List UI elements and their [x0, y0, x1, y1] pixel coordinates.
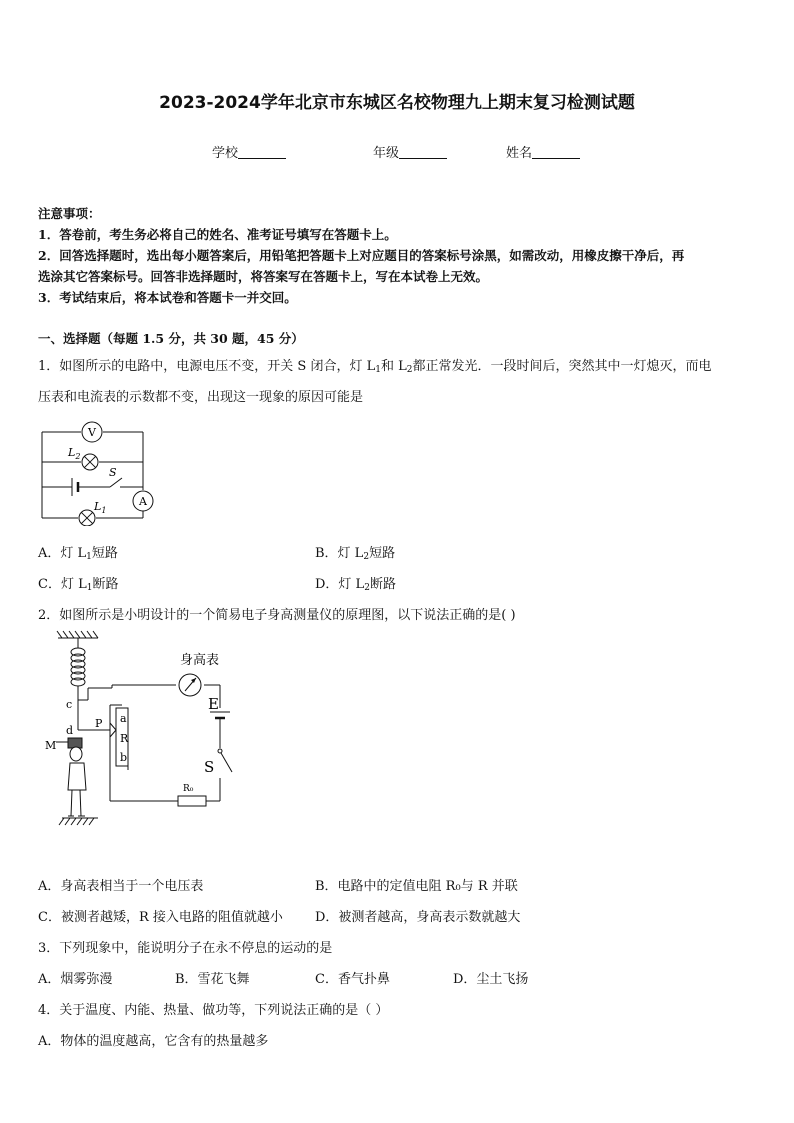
- notice-heading: 注意事项：: [38, 206, 101, 221]
- q2-option-a[interactable]: A．身高表相当于一个电压表: [38, 879, 204, 894]
- q1-sub: 1: [375, 365, 381, 375]
- height-meter-icon: [179, 674, 201, 696]
- q3-option-d[interactable]: D．尘土飞扬: [453, 972, 529, 987]
- question-2-stem: 2．如图所示是小明设计的一个简易电子身高测量仪的原理图，以下说法正确的是( ): [38, 608, 516, 623]
- label-b: b: [120, 751, 128, 764]
- q1-option-b[interactable]: B．灯 $L_2$短路: [315, 546, 396, 562]
- notice-item: 3．考试结束后，将本试卷和答题卡一并交回。: [38, 290, 297, 305]
- q1-stem-part: 和 L: [380, 359, 407, 374]
- school-field[interactable]: [212, 142, 286, 161]
- question-3-stem: 3．下列现象中，能说明分子在永不停息的运动的是: [38, 941, 333, 956]
- label-c: c: [66, 698, 73, 711]
- notice-item: 1．答卷前，考生务必将自己的姓名、准考证号填写在答题卡上。: [38, 227, 397, 242]
- school-label: 学校: [212, 146, 239, 161]
- grade-label: 年级: [373, 146, 400, 161]
- q4-option-a[interactable]: A．物体的温度越高，它含有的热量越多: [38, 1034, 269, 1049]
- label-p: P: [95, 717, 103, 730]
- q1-stem-part: 都正常发光．一段时间后，突然其中一灯熄灭，而电: [412, 359, 712, 374]
- notice-item: 2．回答选择题时，选出每小题答案后，用铅笔把答题卡上对应题目的答案标号涂黑，如需改动，用橡皮擦干净后，再: [38, 248, 685, 263]
- label-m: M: [45, 739, 57, 752]
- ammeter-icon: [133, 491, 153, 511]
- q1-stem-part: 1．如图所示的电路中，电源电压不变，开关 S 闭合，灯 L: [38, 359, 376, 374]
- ammeter-label: A: [139, 495, 147, 508]
- q1-option-d[interactable]: D．灯 $L_2$断路: [315, 577, 396, 593]
- spring-icon: [71, 638, 85, 730]
- voltmeter-icon: [82, 422, 102, 442]
- q1-option-c[interactable]: C．灯 $L_1$断路: [38, 577, 119, 593]
- page-title: 2023-2024学年北京市东城区名校物理九上期末复习检测试题: [159, 93, 635, 113]
- question-4-stem: 4．关于温度、内能、热量、做功等，下列说法正确的是（ ）: [38, 1003, 389, 1018]
- q2-height-meter-figure: [40, 630, 250, 830]
- section-heading: 一、选择题（每题 1.5 分，共 30 题，45 分）: [38, 331, 304, 346]
- meter-label: 身高表: [180, 653, 220, 668]
- name-blank[interactable]: [532, 146, 580, 159]
- q1-sub: 2: [406, 365, 413, 375]
- q3-option-c[interactable]: C．香气扑鼻: [315, 972, 390, 987]
- label-d: d: [66, 724, 74, 737]
- label-r: R: [120, 732, 129, 745]
- name-field[interactable]: [506, 142, 580, 161]
- resistor-r0-icon: [178, 796, 206, 806]
- lamp-l2-icon: [82, 454, 98, 470]
- switch-label: S: [109, 466, 117, 479]
- name-label: 姓名: [506, 146, 533, 161]
- q1-option-a[interactable]: A．灯 $L_1$短路: [38, 546, 118, 562]
- q2-option-b[interactable]: B．电路中的定值电阻 R₀与 R 并联: [315, 879, 518, 894]
- q2-option-d[interactable]: D．被测者越高，身高表示数就越大: [315, 910, 521, 925]
- person-icon: [68, 738, 86, 816]
- question-1-stem-line2: 压表和电流表的示数都不变，出现这一现象的原因可能是: [38, 390, 364, 405]
- lamp-l1-icon: [79, 510, 95, 526]
- q2-option-c[interactable]: C．被测者越矮，R 接入电路的阻值就越小: [38, 910, 283, 925]
- resistor-r0-label: R₀: [183, 784, 194, 794]
- q3-option-a[interactable]: A．烟雾弥漫: [38, 972, 113, 987]
- label-a: a: [120, 712, 127, 725]
- grade-field[interactable]: [373, 142, 447, 161]
- grade-blank[interactable]: [399, 146, 447, 159]
- lamp-l1-label: $L_1$: [94, 500, 107, 515]
- question-1-stem: [38, 355, 711, 375]
- switch-s-label: S: [204, 758, 215, 776]
- q1-circuit-figure: [36, 418, 166, 526]
- notice-item: 选涂其它答案标号。回答非选择题时，将答案写在答题卡上，写在本试卷上无效。: [38, 269, 489, 284]
- voltmeter-label: V: [88, 426, 96, 439]
- battery-e-label: E: [208, 695, 219, 713]
- lamp-l2-label: $L_2$: [68, 446, 81, 461]
- school-blank[interactable]: [238, 146, 286, 159]
- q3-option-b[interactable]: B．雪花飞舞: [175, 972, 250, 987]
